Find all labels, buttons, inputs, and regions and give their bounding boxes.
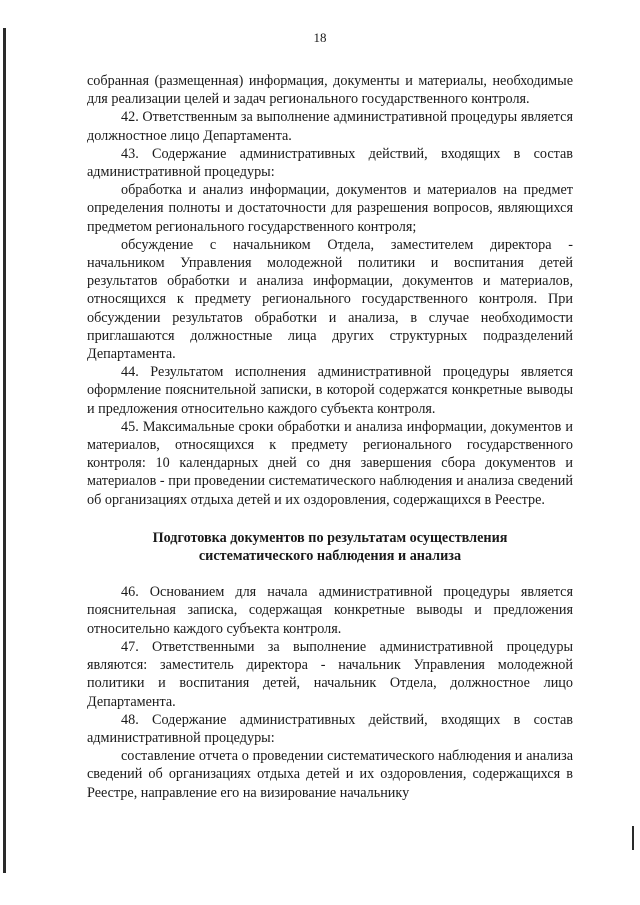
paragraph: 47. Ответственными за выполнение административной процедуры являются: заместитель директора - начальник Управления молодежной политики и воспитания детей, начальник Отдела, должностное лицо Департамента. [87, 638, 573, 710]
section-heading [87, 529, 573, 565]
document-body [87, 72, 573, 802]
paragraph: 48. Содержание административных действий, входящих в состав административной процедуры: [87, 711, 573, 746]
paragraph: 42. Ответственным за выполнение административной процедуры является должностное лицо Департамента. [87, 109, 573, 144]
scan-edge-line [3, 28, 6, 873]
section-heading-line: систематического наблюдения и анализа [198, 548, 462, 565]
paragraph: 43. Содержание административных действий, входящих в состав административной процедуры: [87, 145, 573, 181]
paragraph: 44. Результатом исполнения административной процедуры является оформление пояснительной записки, в которой содержатся конкретные выводы и предложения относительно каждого субъекта контроля. [87, 364, 573, 417]
paragraph: обработка и анализ информации, документов и материалов на предмет определения полноты и достаточности для разрешения вопросов, являющихся предметом регионального государственного контроля; [87, 182, 573, 235]
page-number: 18 [313, 30, 327, 45]
paragraph: обсуждение с начальником Отдела, заместителем директора - начальником Управления молодежной политики и воспитания детей результатов обработки и анализа информации, документов и материалов, относящихся к предмету регионального государственного контроля. При обсуждении результатов обработки и анализа, в случае необходимости приглашаются должностные лица других структурных подразделений Департамента. [87, 236, 573, 363]
text-block-top [87, 72, 573, 509]
paragraph: 46. Основанием для начала административной процедуры является пояснительная записка, содержащая конкретные выводы и предложения относительно каждого субъекта контроля. [87, 584, 573, 637]
text-block-bottom [87, 583, 573, 801]
scan-mark [632, 826, 634, 850]
section-heading-line: Подготовка документов по результатам осуществления [152, 529, 508, 546]
paragraph: составление отчета о проведении систематического наблюдения и анализа сведений об организациях отдыха детей и их оздоровления, содержащихся в Реестре, направление его на визирование начальнику [87, 748, 573, 801]
paragraph: собранная (размещенная) информация, документы и материалы, необходимые для реализации целей и задач регионального государственного контроля. [87, 73, 573, 108]
paragraph: 45. Максимальные сроки обработки и анализа информации, документов и материалов, относящихся к предмету регионального государственного контроля: 10 календарных дней со дня завершения сбора документов и материалов - при проведении систематического наблюдения и анализа сведений об организациях отдыха детей и их оздоровления, содержащихся в Реестре. [87, 418, 573, 508]
